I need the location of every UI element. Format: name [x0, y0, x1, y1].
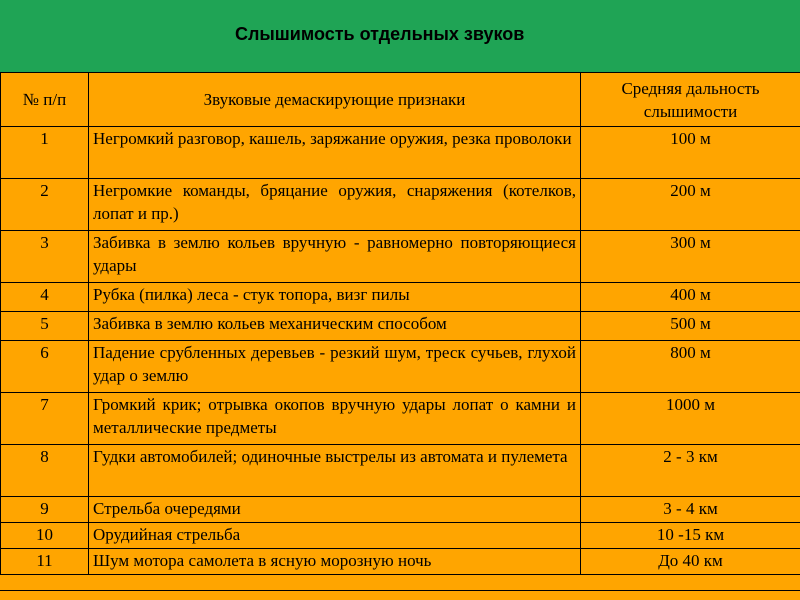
row-desc	[89, 497, 581, 523]
row-num: 4	[1, 283, 89, 312]
row-num: 8	[1, 445, 89, 497]
table-row	[1, 549, 800, 575]
row-dist: 100 м	[581, 127, 800, 179]
row-desc-text: Негромкий разговор, кашель, заряжание оружия, резка проволоки	[93, 129, 572, 148]
row-num: 7	[1, 393, 89, 445]
table-row	[1, 341, 800, 393]
row-dist: 400 м	[581, 283, 800, 312]
row-dist: До 40 км	[581, 549, 800, 575]
header-desc: Звуковые демаскирующие признаки	[89, 73, 581, 127]
table-bottom-edge	[0, 590, 800, 600]
table-row	[1, 393, 800, 445]
row-desc-text: Забивка в землю кольев вручную - равномерно повторяющиеся удары	[93, 233, 576, 275]
row-num: 3	[1, 231, 89, 283]
row-desc	[89, 341, 581, 393]
table-row	[1, 312, 800, 341]
row-desc	[89, 231, 581, 283]
header-num: № п/п	[1, 73, 89, 127]
table-row	[1, 497, 800, 523]
row-dist: 300 м	[581, 231, 800, 283]
row-desc-text: Рубка (пилка) леса - стук топора, визг пилы	[93, 285, 410, 304]
row-dist: 200 м	[581, 179, 800, 231]
page-title: Слышимость отдельных звуков	[235, 24, 525, 44]
row-desc	[89, 179, 581, 231]
row-desc	[89, 127, 581, 179]
row-num: 1	[1, 127, 89, 179]
row-desc-text: Стрельба очередями	[93, 499, 241, 518]
row-desc-text: Орудийная стрельба	[93, 525, 241, 544]
row-num: 11	[1, 549, 89, 575]
row-dist: 3 - 4 км	[581, 497, 800, 523]
row-desc	[89, 523, 581, 549]
table-row	[1, 179, 800, 231]
row-num: 10	[1, 523, 89, 549]
row-dist: 2 - 3 км	[581, 445, 800, 497]
row-desc-text: Падение срубленных деревьев - резкий шум, треск сучьев, глухой удар о землю	[93, 343, 576, 385]
table-row	[1, 127, 800, 179]
row-num: 6	[1, 341, 89, 393]
row-desc	[89, 312, 581, 341]
row-desc	[89, 283, 581, 312]
row-desc	[89, 549, 581, 575]
row-desc	[89, 445, 581, 497]
row-num: 2	[1, 179, 89, 231]
header-bar	[0, 0, 800, 72]
row-dist: 500 м	[581, 312, 800, 341]
row-num: 9	[1, 497, 89, 523]
table-header-row	[1, 73, 800, 127]
row-dist: 1000 м	[581, 393, 800, 445]
row-desc-text: Гудки автомобилей; одиночные выстрелы из автомата и пулемета	[93, 447, 568, 466]
row-desc	[89, 393, 581, 445]
table-row	[1, 445, 800, 497]
row-desc-text: Забивка в землю кольев механическим способом	[93, 314, 447, 333]
row-dist: 800 м	[581, 341, 800, 393]
row-desc-text: Шум мотора самолета в ясную морозную ночь	[93, 551, 432, 570]
row-desc-text: Громкий крик; отрывка окопов вручную удары лопат о камни и металлические предметы	[93, 395, 576, 437]
sound-audibility-table	[0, 72, 800, 575]
table-row	[1, 523, 800, 549]
row-dist: 10 -15 км	[581, 523, 800, 549]
row-num: 5	[1, 312, 89, 341]
table-row	[1, 231, 800, 283]
table-row	[1, 283, 800, 312]
row-desc-text: Негромкие команды, бряцание оружия, снаряжения (котелков, лопат и пр.)	[93, 181, 576, 223]
header-dist: Средняя дальность слышимости	[581, 73, 800, 127]
